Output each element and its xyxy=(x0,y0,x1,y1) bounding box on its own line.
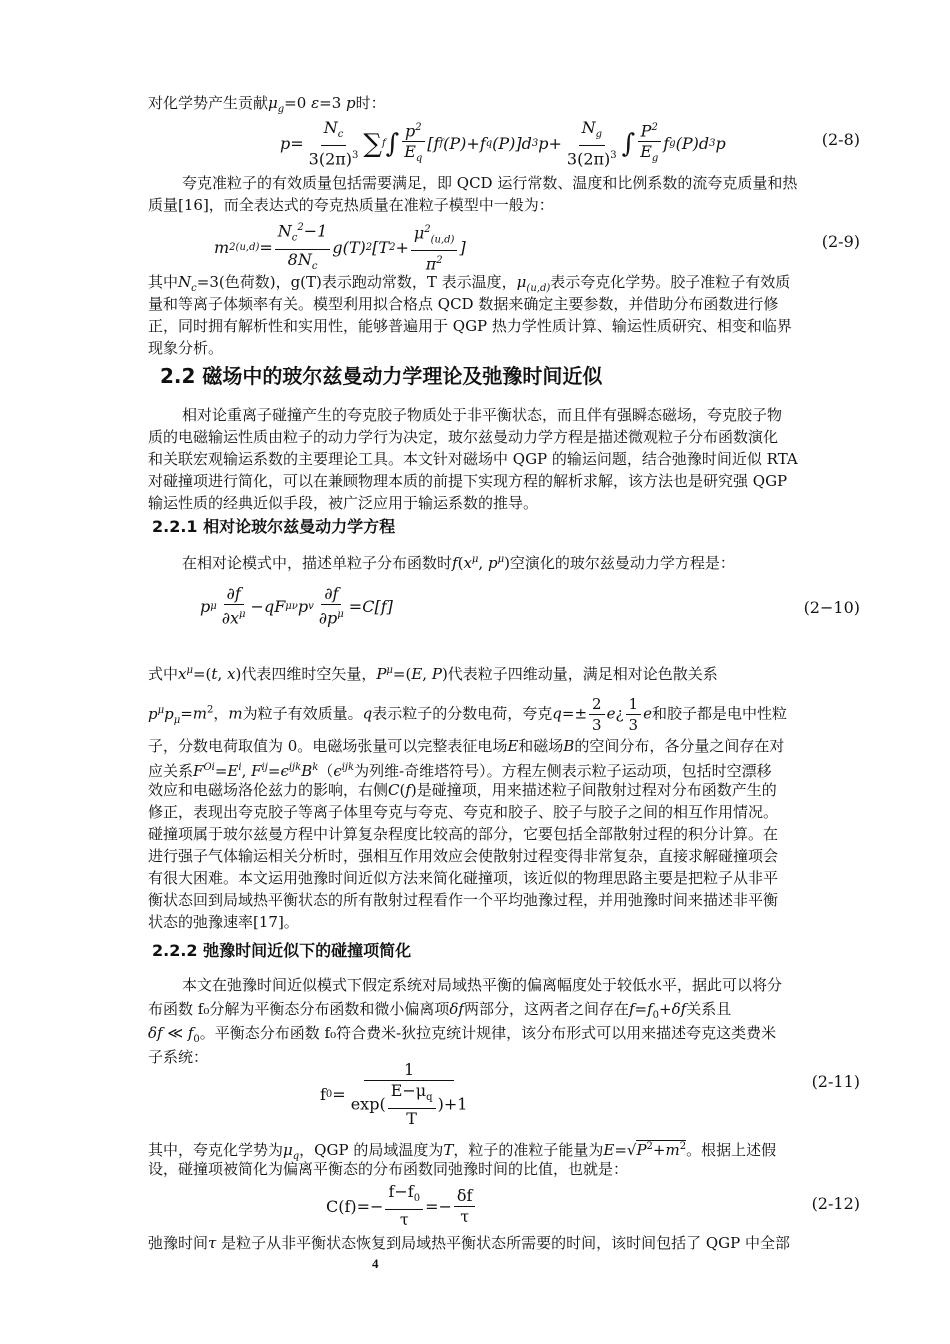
paragraph-line: 在相对论模式中，描述单粒子分布函数时$f(x^\mu$, $p^\mu$)空演化的玻尔兹曼动力学方程是： xyxy=(182,554,735,572)
paragraph-line: 对化学势产生贡献$\mu_g=0$ ε=3 p时： xyxy=(148,94,386,115)
paragraph-line: 质的电磁输运性质由粒子的动力学行为决定，玻尔兹曼动力学方程是描述微观粒子分布函数演化 xyxy=(148,428,779,446)
paragraph-line: 本文在弛豫时间近似模式下假定系统对局域热平衡的偏离幅度处于较低水平，据此可以将分 xyxy=(182,976,783,994)
page-number: 4 xyxy=(372,1256,379,1271)
paragraph-line: 子系统： xyxy=(148,1048,209,1066)
paragraph-line: 其中，夸克化学势为$\mu_q$，QGP 的局域温度为T，粒子的准粒子能量为$E=√P^2+m^2$。根据上述假 xyxy=(148,1141,777,1162)
paragraph-line: 质量[16]，而全表达式的夸克热质量在准粒子模型中一般为： xyxy=(148,196,554,214)
paragraph-line: 弛豫时间τ 是粒子从非平衡状态恢复到局域热平衡状态所需要的时间，该时间包括了 QGP 中全部 xyxy=(148,1234,791,1252)
equation-2-9: m 2 (u,d) = $\frac{N_c^2-1}{8N_c}$ g(T) 2 [T 2 + $\frac{\mu^2_{(u,d)}}{\pi^2}$ ] xyxy=(214,218,466,277)
paragraph-line: 设，碰撞项被简化为偏离平衡态的分布函数同弛豫时间的比值，也就是： xyxy=(148,1160,629,1178)
paragraph-line: 现象分析。 xyxy=(148,339,224,357)
paragraph-line: 其中$N_c=3$(色荷数)，g(T)表示跑动常数，T 表示温度，$\mu_{(u,d)}$表示夸克化学势。胶子准粒子有效质 xyxy=(148,273,791,294)
paragraph-line: 正，同时拥有解析性和实用性，能够普遍用于 QGP 热力学性质计算、输运性质研究、相变和临界 xyxy=(148,317,792,335)
equation-number: (2-12) xyxy=(811,1194,860,1213)
paragraph-line: 对碰撞项进行简化，可以在兼顾物理本质的前提下实现方程的解析求解，该方法也是研究强 QGP xyxy=(148,472,788,490)
paragraph-line: $p^\mu p_\mu=m^2$，m为粒子有效质量。q表示粒子的分数电荷，夸克q=± $\frac{2}{3}$ e¿ $\frac{1}{3}$ e和胶子都是电中性粒 xyxy=(148,695,787,734)
paragraph-line: 有很大困难。本文运用弛豫时间近似方法来简化碰撞项，该近似的物理思路主要是把粒子从非平 xyxy=(148,869,779,887)
paragraph-line: 进行强子气体输运相关分析时，强相互作用效应会使散射过程变得非常复杂，直接求解碰撞项会 xyxy=(148,847,779,865)
paragraph-line: 子，分数电荷取值为 0。电磁场张量可以完整表征电场E和磁场B的空间分布，各分量之间存在对 xyxy=(148,737,785,755)
paragraph-line: 效应和电磁场洛伦兹力的影响，右侧C(f)是碰撞项，用来描述粒子间散射过程对分布函数产生的 xyxy=(148,781,777,799)
paragraph-line: 衡状态回到局域热平衡状态的所有散射过程看作一个平均弛豫过程，并用弛豫时间来描述非平衡 xyxy=(148,891,779,909)
subsection-heading: 2.2.1 相对论玻尔兹曼动力学方程 xyxy=(152,517,396,536)
equation-2-12: C(f)=− $\frac{f-f_0}{\tau}$ =− $\frac{\delta f}{\tau}$ xyxy=(326,1182,477,1230)
subsection-heading: 2.2.2 弛豫时间近似下的碰撞项简化 xyxy=(152,941,412,960)
equation-number: (2-11) xyxy=(811,1072,860,1091)
paragraph-line: 量和等离子体频率有关。模型利用拟合格点 QCD 数据来确定主要参数，并借助分布函数进行修 xyxy=(148,295,779,313)
paragraph-line: 和关联宏观输运系数的主要理论工具。本文针对磁场中 QGP 的输运问题，结合弛豫时间近似 RTA xyxy=(148,450,798,468)
paragraph-line: 夸克准粒子的有效质量包括需要满足，即 QCD 运行常数、温度和比例系数的流夸克质量和热 xyxy=(182,174,798,192)
paragraph-line: 状态的弛豫速率[17]。 xyxy=(148,913,299,931)
equation-2-8: p = $\frac{N_c}{3(2\pi)^3}$ ∑ f ∫ $\frac{p^2}{E_q}$ [f f (P)+f q (P)]d 3 p+ $\frac{N_g}{3(2\pi)^3}$ ∫ $\frac{P^2}{E_g}$ f g (P)d 3 p xyxy=(280,118,726,169)
paragraph-line: 相对论重离子碰撞产生的夸克胶子物质处于非平衡状态，而且伴有强瞬态磁场，夸克胶子物 xyxy=(182,406,783,424)
paragraph-line: δf ≪ $f_0$。平衡态分布函数 f₀符合费米-狄拉克统计规律，该分布形式可以用来描述夸克这类费米 xyxy=(148,1024,777,1045)
paragraph-line: 碰撞项属于玻尔兹曼方程中计算复杂程度比较高的部分，它要包括全部散射过程的积分计算。在 xyxy=(148,825,779,843)
paragraph-line: 应关系$F^{Oi}=E^i$, $F^{ij}=\epsilon^{ijk}B^k(\epsilon^{ijk}$为列维-奇维塔符号）。方程左侧表示粒子运动项，包括时空漂移 xyxy=(148,762,772,780)
section-heading: 2.2 磁场中的玻尔兹曼动力学理论及弛豫时间近似 xyxy=(160,364,603,388)
equation-2-10: p μ $\frac{\partial f}{\partial x^\mu}$ −qF μν p v $\frac{\partial f}{\partial p^\mu}$ =C[f] xyxy=(200,584,393,628)
equation-number: (2-9) xyxy=(821,232,860,251)
equation-number: (2−10) xyxy=(803,598,860,617)
equation-number: (2-8) xyxy=(821,130,860,149)
paragraph-line: 修正，表现出夸克胶子等离子体里夸克与夸克、夸克和胶子、胶子与胶子之间的相互作用情况。 xyxy=(148,803,779,821)
paragraph-line: 式中$x^\mu=(t$, x)代表四维时空矢量，$P^\mu=(E$, P)代表粒子四维动量，满足相对论色散关系 xyxy=(148,665,718,683)
paragraph-line: 输运性质的经典近似手段，被广泛应用于输运系数的推导。 xyxy=(148,494,539,512)
equation-2-11: f 0 = 1 exp( $\frac{E-\mu_q}{T}$ )+1 xyxy=(320,1060,468,1129)
paragraph-line: 布函数 f₀分解为平衡态分布函数和微小偏离项δf两部分，这两者之间存在$f=f_0+\delta f$关系且 xyxy=(148,1000,732,1021)
